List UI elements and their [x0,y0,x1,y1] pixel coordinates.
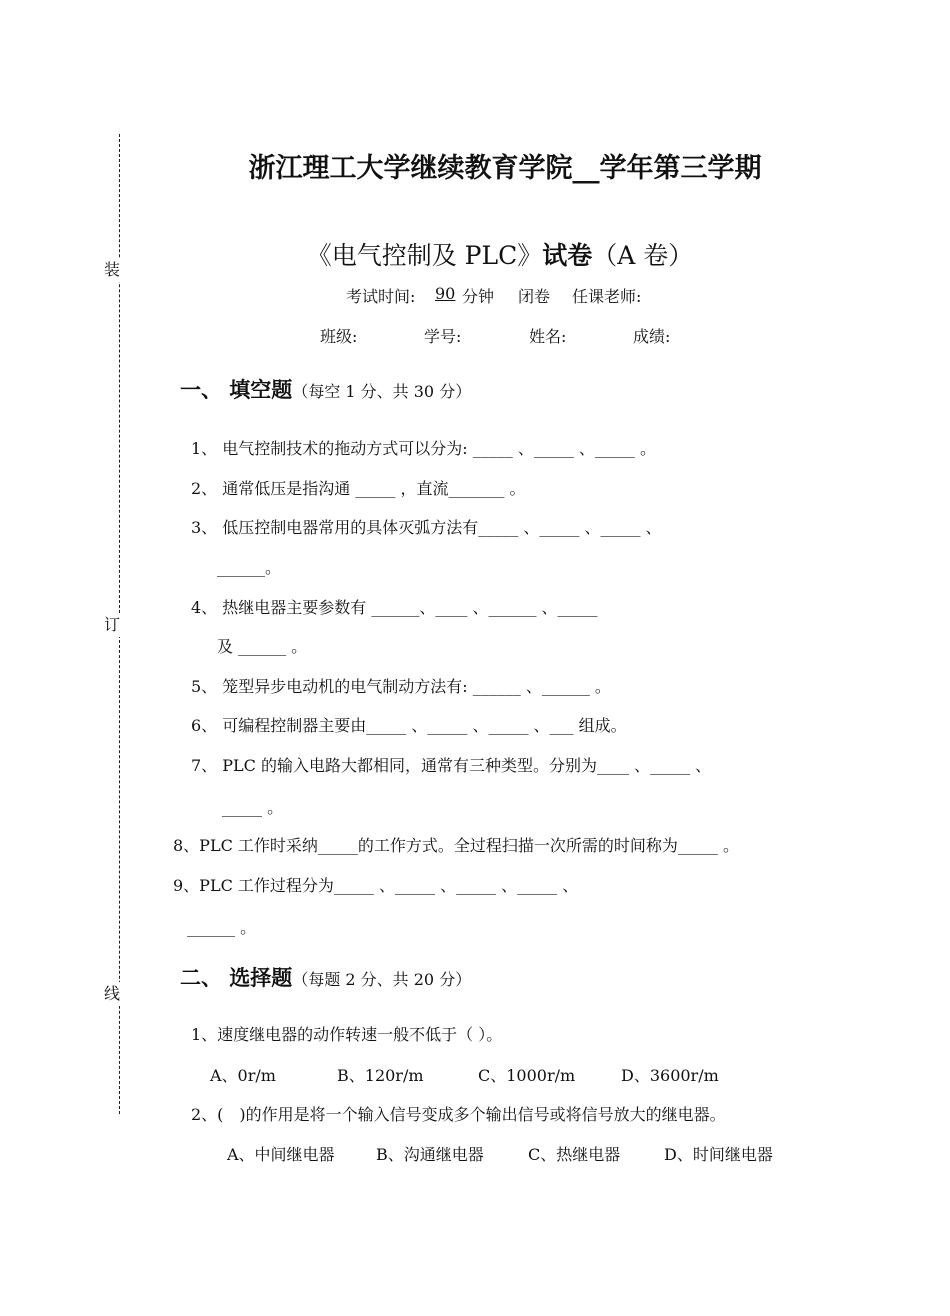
binding-char-ding: 订 [104,613,120,637]
exam-time-value: 90 [435,284,456,303]
section1-note: （每空 1 分、共 30 分） [292,382,472,401]
option-c: C、1000r/m [478,1066,576,1085]
question-line: 3、 低压控制电器常用的具体灭弧方法有_____ 、_____ 、_____ 、 [191,518,662,537]
class-label: 班级: [320,327,358,346]
question-line: 及 ______ 。 [217,637,308,656]
question-line: ______ 。 [187,918,257,937]
section1-title: 一、 填空题 [180,377,293,402]
question-line: 1、 电气控制技术的拖动方式可以分为: _____ 、_____ 、_____ 。 [191,439,657,458]
binding-char-xian: 线 [104,982,120,1006]
binding-char-zhuang: 装 [104,258,120,282]
exam-time-unit: 分钟 [462,287,495,306]
question-line: ______。 [217,558,282,577]
score-label: 成绩: [633,327,671,346]
option-b: B、120r/m [337,1066,424,1085]
teacher-label: 任课老师: [572,287,642,306]
name-label: 姓名: [529,327,567,346]
exam-title-line2 [0,236,950,272]
question-line: 5、 笼型异步电动机的电气制动方法有: ______ 、______ 。 [191,677,611,696]
exam-time-label: 考试时间: [346,287,416,306]
question-line: 2、( )的作用是将一个输入信号变成多个输出信号或将信号放大的继电器。 [191,1105,726,1124]
option-d: D、3600r/m [621,1066,719,1085]
question-line: 1、速度继电器的动作转速一般不低于（ ）。 [191,1025,503,1044]
section2-title: 二、 选择题 [180,965,293,990]
section1-heading [180,374,471,404]
question-line: 4、 热继电器主要参数有 ______、____ 、______ 、_____ [191,598,598,617]
section2-heading [180,962,471,992]
section2-note: （每题 2 分、共 20 分） [292,970,472,989]
question-line: 2、 通常低压是指沟通 _____ ，直流_______ 。 [191,479,526,498]
option-a: A、中间继电器 [227,1145,335,1164]
question-line: 9、PLC 工作过程分为_____ 、_____ 、_____ 、_____ 、 [173,876,579,895]
question-line: 6、 可编程控制器主要由_____ 、_____ 、_____ 、___ 组成。 [191,716,627,735]
question-line: 8、PLC 工作时采纳_____的工作方式。全过程扫描一次所需的时间称为_____ 。 [173,836,739,855]
course-name: 《电气控制及 PLC》 [306,241,543,270]
option-a: A、0r/m [210,1066,276,1085]
student-id-label: 学号: [424,327,462,346]
option-c: C、热继电器 [528,1145,621,1164]
option-d: D、时间继电器 [664,1145,773,1164]
paper-label: 试卷 [542,241,593,270]
exam-type: 闭卷 [518,287,551,306]
option-b: B、沟通继电器 [376,1145,484,1164]
exam-title-line1: 浙江理工大学继续教育学院__学年第三学期 [248,153,762,184]
question-line: _____ 。 [222,798,284,817]
question-line: 7、 PLC 的输入电路大都相同，通常有三种类型。分别为____ 、_____ 、 [191,756,712,775]
paper-version: （A 卷） [592,241,694,270]
